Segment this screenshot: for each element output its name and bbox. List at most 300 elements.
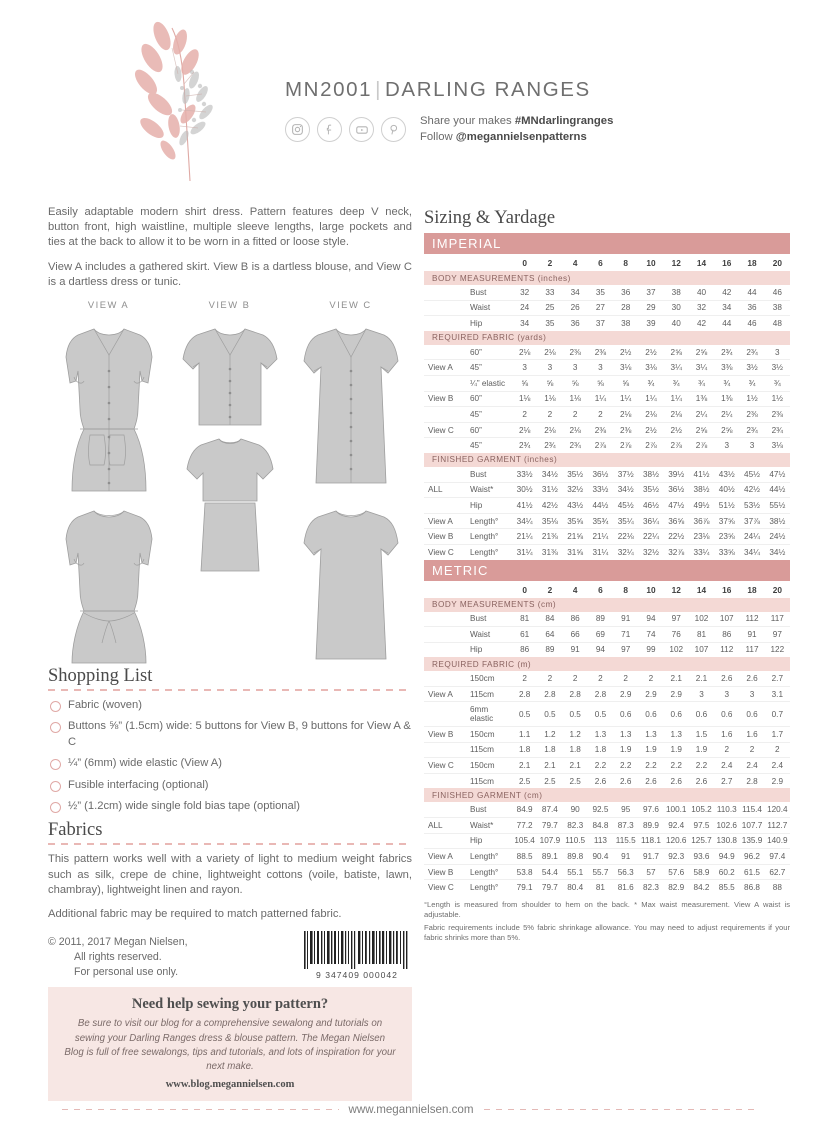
data-cell: 1⅜ xyxy=(714,391,739,407)
sizing-yardage-section xyxy=(424,208,790,946)
data-cell: 43½ xyxy=(563,498,588,514)
row-label: ¼” elastic xyxy=(462,375,512,391)
row-label: 115cm xyxy=(462,686,512,702)
table-row xyxy=(424,612,790,627)
row-group-label xyxy=(424,300,462,316)
view-column-c xyxy=(290,299,411,503)
data-cell: 34½ xyxy=(613,482,638,498)
data-cell: 89 xyxy=(588,612,613,627)
intro-paragraph-1: Easily adaptable modern shirt dress. Pattern features deep V neck, button front, high waistline, multiple sleeve lengths, large pockets and ties at the back to allow it to be worn in a fitted or loose style. xyxy=(48,206,412,249)
row-group-label xyxy=(424,375,462,391)
copyright-barcode-row xyxy=(48,931,412,980)
view-b-back-figure xyxy=(171,501,289,666)
data-cell: 79.7 xyxy=(541,883,558,893)
share-hashtag: #MNdarlingranges xyxy=(514,115,614,127)
row-group-label: View A xyxy=(424,360,462,376)
data-cell: 0.6 xyxy=(739,702,764,727)
intro-paragraph-2: View A includes a gathered skirt. View B is a dartless blouse, and View C is a dartless dress or tunic. xyxy=(48,260,412,288)
data-cell: 92.3 xyxy=(664,849,689,865)
data-cell: 55½ xyxy=(765,498,790,514)
data-cell: 0.6 xyxy=(714,702,739,727)
table-row xyxy=(424,529,790,545)
row-group-label xyxy=(424,627,462,643)
data-cell: 2⅝ xyxy=(689,345,714,360)
view-c-back-column xyxy=(290,501,411,666)
row-label: 150cm xyxy=(462,758,512,774)
data-cell: 53½ xyxy=(739,498,764,514)
view-b-front-figure xyxy=(171,313,289,503)
data-cell: 79.7 xyxy=(537,818,562,834)
view-a-back-figure xyxy=(50,501,168,666)
data-cell: 57 xyxy=(638,864,663,880)
data-cell: 92.4 xyxy=(664,818,689,834)
social-icons xyxy=(285,117,406,142)
data-cell: 2⅞ xyxy=(695,441,708,451)
data-cell: 3 xyxy=(588,360,613,376)
row-group-label xyxy=(424,702,462,727)
data-cell: 2 xyxy=(588,407,613,423)
row-group-label: View A xyxy=(424,513,462,529)
data-cell: 92.5 xyxy=(588,802,613,817)
size-header-cell: 18 xyxy=(747,258,757,268)
help-title: Need help sewing your pattern? xyxy=(131,996,329,1013)
data-cell: 2.6 xyxy=(739,671,764,686)
data-cell: 107 xyxy=(714,612,739,627)
data-cell: 118.1 xyxy=(638,833,663,849)
data-cell: 1.9 xyxy=(613,742,638,758)
data-cell: 35⅝ xyxy=(563,513,588,529)
data-cell: 25 xyxy=(537,300,562,316)
data-cell: 21¼ xyxy=(512,529,537,545)
data-cell: 0.5 xyxy=(512,702,537,727)
data-cell: 91 xyxy=(613,612,638,627)
data-cell: 87.4 xyxy=(537,802,562,817)
data-cell: 91.7 xyxy=(638,849,663,865)
data-cell: 2⅞ xyxy=(594,441,607,451)
facebook-icon[interactable] xyxy=(317,117,342,142)
list-item[interactable]: Fabric (woven) xyxy=(48,698,412,713)
data-cell: 112 xyxy=(739,612,764,627)
data-cell: 33¼ xyxy=(693,547,710,557)
data-cell: 1¼ xyxy=(664,391,689,407)
row-label: Waist xyxy=(462,627,512,643)
data-cell: 3 xyxy=(724,441,730,451)
data-cell: 2.2 xyxy=(689,758,714,774)
data-cell: 2.6 xyxy=(645,776,657,786)
data-cell: 1⅛ xyxy=(563,391,588,407)
data-cell: ⅝ xyxy=(563,375,588,391)
size-header-cell: 6 xyxy=(598,258,603,268)
data-cell: 85.5 xyxy=(718,883,735,893)
data-cell: 2.9 xyxy=(664,686,689,702)
table-row xyxy=(424,833,790,849)
data-cell: 113 xyxy=(588,833,613,849)
shopping-divider xyxy=(48,689,412,691)
data-cell: 32⅞ xyxy=(668,547,685,557)
data-cell: 89.1 xyxy=(537,849,562,865)
data-cell: 53.8 xyxy=(512,864,537,880)
data-cell: 38 xyxy=(621,318,631,328)
data-cell: 55.7 xyxy=(588,864,613,880)
row-label: 45” xyxy=(462,360,512,376)
data-cell: 2⅛ xyxy=(563,422,588,438)
row-group-label xyxy=(424,642,462,657)
data-cell: 2.6 xyxy=(695,776,708,786)
data-cell: 21⅜ xyxy=(537,529,562,545)
data-cell: 35 xyxy=(545,318,555,328)
data-cell: 89 xyxy=(545,645,555,655)
data-cell: 0.6 xyxy=(664,702,689,727)
data-cell: 97 xyxy=(765,627,790,643)
data-cell: 2⅜ xyxy=(765,407,790,423)
row-group-label xyxy=(424,742,462,758)
data-cell: 48 xyxy=(772,318,782,328)
table-row xyxy=(424,686,790,702)
table-row xyxy=(424,742,790,758)
data-cell: ⅝ xyxy=(537,375,562,391)
title-separator: | xyxy=(375,78,383,101)
data-cell: ¾ xyxy=(638,375,663,391)
data-cell: 3½ xyxy=(765,360,790,376)
data-cell: 125.7 xyxy=(689,833,714,849)
data-cell: 1.8 xyxy=(537,742,562,758)
data-cell: 34½ xyxy=(537,467,562,482)
data-cell: 110.3 xyxy=(714,802,739,817)
shopping-list-title: Shopping List xyxy=(48,666,153,687)
data-cell: 96.2 xyxy=(739,849,764,865)
data-cell: 1.8 xyxy=(563,742,588,758)
view-label-a: VIEW A xyxy=(87,299,130,311)
data-cell: 31¼ xyxy=(592,547,609,557)
pattern-code: MN2001 xyxy=(285,78,373,101)
group-header-row xyxy=(424,271,790,285)
row-label: Bust xyxy=(462,802,512,817)
table-row xyxy=(424,849,790,865)
data-cell: 82.3 xyxy=(642,883,659,893)
data-cell: 2.9 xyxy=(613,686,638,702)
botanical-sprig-logo xyxy=(132,18,247,183)
data-cell: 93.6 xyxy=(689,849,714,865)
data-cell: 117 xyxy=(765,612,790,627)
data-cell: 3 xyxy=(512,360,537,376)
data-cell: 36 xyxy=(739,300,764,316)
data-cell: 0.6 xyxy=(689,702,714,727)
data-cell: 31¼ xyxy=(516,547,533,557)
data-cell: 90 xyxy=(563,802,588,817)
data-cell: 34 xyxy=(563,285,588,300)
row-group-label: View C xyxy=(424,422,462,438)
data-cell: 2.7 xyxy=(765,671,790,686)
data-cell: 2⅞ xyxy=(645,441,657,451)
data-cell: 2.4 xyxy=(714,758,739,774)
group-header-row xyxy=(424,331,790,345)
view-column-b xyxy=(169,299,290,503)
data-cell: 2.1 xyxy=(664,671,689,686)
group-label: BODY MEASUREMENTS (inches) xyxy=(424,271,790,285)
table-row xyxy=(424,702,790,727)
row-group-label xyxy=(424,833,462,849)
data-cell: 61.5 xyxy=(739,864,764,880)
data-cell: 40 xyxy=(671,318,681,328)
data-cell: 42½ xyxy=(739,482,764,498)
data-cell: 32½ xyxy=(642,547,659,557)
data-cell: 35 xyxy=(588,285,613,300)
row-label: 115cm xyxy=(470,776,494,786)
size-header-cell: 8 xyxy=(623,258,628,268)
data-cell: 1⅜ xyxy=(689,391,714,407)
data-cell: 22¼ xyxy=(638,529,663,545)
data-cell: 33⅝ xyxy=(718,547,735,557)
follow-handle: @megannielsenpatterns xyxy=(455,130,587,143)
data-cell: 24 xyxy=(512,300,537,316)
group-header-row xyxy=(424,453,790,467)
data-cell: 115.4 xyxy=(739,802,764,817)
view-illustrations xyxy=(48,299,412,503)
row-label: Length° xyxy=(462,849,512,865)
data-cell: 120.4 xyxy=(765,802,790,817)
row-label: Waist* xyxy=(462,482,512,498)
data-cell: 2⅝ xyxy=(714,422,739,438)
group-label: REQUIRED FABRIC (yards) xyxy=(424,331,790,345)
data-cell: 3 xyxy=(749,441,755,451)
size-header-cell: 12 xyxy=(671,584,681,595)
data-cell: 31⅜ xyxy=(541,547,558,557)
data-cell: 2.6 xyxy=(714,671,739,686)
fabrics-paragraph-2: Additional fabric may be required to match patterned fabric. xyxy=(48,908,342,921)
data-cell: 31⅝ xyxy=(567,547,584,557)
view-column-a xyxy=(48,299,169,503)
header-text-block xyxy=(285,78,613,145)
size-header-cell: 12 xyxy=(671,258,681,268)
data-cell: 77.2 xyxy=(512,818,537,834)
data-cell: 32 xyxy=(689,300,714,316)
data-cell: 88 xyxy=(772,883,782,893)
data-cell: 79.1 xyxy=(516,883,533,893)
data-cell: 1.2 xyxy=(537,727,562,743)
size-header-cell: 14 xyxy=(696,258,707,268)
row-label: Length° xyxy=(462,513,512,529)
size-header-cell: 0 xyxy=(522,584,527,595)
data-cell: 91 xyxy=(613,849,638,865)
instagram-icon[interactable] xyxy=(285,117,310,142)
row-label: 150cm xyxy=(462,671,512,686)
size-header-cell: 14 xyxy=(696,584,707,595)
size-header-cell: 4 xyxy=(572,258,578,268)
footer-url[interactable]: www.megannielsen.com xyxy=(348,1103,474,1116)
list-item[interactable]: ¼” (6mm) wide elastic (View A) xyxy=(48,756,412,771)
help-box xyxy=(48,987,412,1101)
data-cell: 95 xyxy=(613,802,638,817)
data-cell: ¾ xyxy=(664,375,689,391)
data-cell: 3⅛ xyxy=(613,360,638,376)
data-cell: 1¼ xyxy=(613,391,638,407)
row-group-label: View C xyxy=(428,547,454,557)
data-cell: 2.7 xyxy=(721,776,733,786)
group-label: FINISHED GARMENT (cm) xyxy=(424,788,790,802)
data-cell: 86.8 xyxy=(744,883,760,893)
data-cell: 3 xyxy=(714,686,739,702)
copyright-line-2: All rights reserved. xyxy=(74,951,162,964)
data-cell: 23⅝ xyxy=(714,529,739,545)
data-cell: 2.5 xyxy=(518,776,531,786)
pattern-name: DARLING RANGES xyxy=(385,78,591,101)
help-url[interactable]: www.blog.megannielsen.com xyxy=(165,1078,295,1090)
data-cell: 117 xyxy=(745,645,759,655)
data-cell: 3⅜ xyxy=(714,360,739,376)
copyright-line-1: © 2011, 2017 Megan Nielsen, xyxy=(48,936,188,949)
data-cell: 46 xyxy=(747,318,757,328)
data-cell: 2⅜ xyxy=(739,407,764,423)
data-cell: 1.9 xyxy=(664,742,689,758)
table-row xyxy=(424,345,790,360)
data-cell: 2 xyxy=(739,742,764,758)
row-label: Waist xyxy=(462,300,512,316)
share-line: Share your makes #MNdarlingranges xyxy=(420,115,614,127)
table-row xyxy=(424,627,790,643)
data-cell: 37⅝ xyxy=(714,513,739,529)
footnote-1: °Length is measured from shoulder to hem on the back. * Max waist measurement. View A waist is adjustable. xyxy=(424,900,790,920)
data-cell: 41½ xyxy=(512,498,537,514)
data-cell: ⅝ xyxy=(588,375,613,391)
data-cell: 112.7 xyxy=(765,818,790,834)
social-message xyxy=(420,114,613,145)
row-label: Hip xyxy=(462,833,512,849)
data-cell: 3 xyxy=(689,686,714,702)
size-header-cell: 8 xyxy=(623,584,628,595)
unit-label: METRIC xyxy=(424,560,790,581)
data-cell: 2⅞ xyxy=(620,441,632,451)
data-cell: 2 xyxy=(765,742,790,758)
page-footer xyxy=(0,1103,822,1116)
data-cell: 34¼ xyxy=(744,547,760,557)
youtube-icon[interactable] xyxy=(349,117,374,142)
data-cell: 34 xyxy=(714,300,739,316)
row-label: 45” xyxy=(462,407,512,423)
data-cell: 37 xyxy=(595,318,605,328)
intro-text xyxy=(48,205,412,290)
data-cell: 94.9 xyxy=(714,849,739,865)
size-header-cell: 10 xyxy=(646,584,656,595)
table-row xyxy=(424,864,790,880)
data-cell: 2 xyxy=(512,671,537,686)
data-cell: 21⅝ xyxy=(563,529,588,545)
size-header-cell: 20 xyxy=(772,258,782,268)
data-cell: 2⅛ xyxy=(638,407,663,423)
data-cell: 3 xyxy=(563,360,588,376)
data-cell: 2.1 xyxy=(563,758,588,774)
page-header xyxy=(0,0,822,190)
data-cell: 140.9 xyxy=(765,833,790,849)
fabrics-title: Fabrics xyxy=(48,820,103,841)
pinterest-icon[interactable] xyxy=(381,117,406,142)
data-cell: 37 xyxy=(638,285,663,300)
data-cell: 2.5 xyxy=(569,776,581,786)
data-cell: 2.6 xyxy=(620,776,632,786)
page-title xyxy=(285,78,613,102)
data-cell: 84.2 xyxy=(693,883,710,893)
data-cell: 2½ xyxy=(613,345,638,360)
data-cell: 0.5 xyxy=(588,702,613,727)
data-cell: 36⅝ xyxy=(664,513,689,529)
unit-header-imperial xyxy=(424,233,790,254)
data-cell: 89.9 xyxy=(638,818,663,834)
list-item[interactable]: Fusible interfacing (optional) xyxy=(48,778,412,793)
data-cell: 97.4 xyxy=(765,849,790,865)
data-cell: 66 xyxy=(563,627,588,643)
data-cell: 81.6 xyxy=(617,883,634,893)
list-item[interactable]: Buttons ⅝” (1.5cm) wide: 5 buttons for View B, 9 buttons for View A & C xyxy=(48,719,412,750)
data-cell: 91 xyxy=(570,645,580,655)
data-cell: 0.5 xyxy=(563,702,588,727)
row-group-label xyxy=(424,438,462,453)
data-cell: 89.8 xyxy=(563,849,588,865)
data-cell: 2⅜ xyxy=(588,345,613,360)
footnote-2: Fabric requirements include 5% fabric shrinkage allowance. You may need to adjust requirements if your fabric shrinks more than 5%. xyxy=(424,922,790,943)
data-cell: 44½ xyxy=(588,498,613,514)
social-row xyxy=(285,114,613,145)
size-header-row xyxy=(424,581,790,598)
data-cell: 135.9 xyxy=(739,833,764,849)
size-header-cell: 4 xyxy=(572,584,578,595)
data-cell: 43½ xyxy=(714,467,739,482)
view-label-c: VIEW C xyxy=(329,299,372,311)
left-column xyxy=(48,205,412,1101)
data-cell: 120.6 xyxy=(664,833,689,849)
row-group-label: View B xyxy=(424,391,462,407)
row-group-label xyxy=(424,802,462,817)
list-item[interactable]: ½” (1.2cm) wide single fold bias tape (optional) xyxy=(48,799,412,814)
data-cell: 42 xyxy=(714,285,739,300)
row-label: 60” xyxy=(462,422,512,438)
table-row xyxy=(424,300,790,316)
sizing-footnotes xyxy=(424,900,790,944)
data-cell: 42 xyxy=(696,318,707,328)
row-group-label: View A xyxy=(424,849,462,865)
data-cell: 1.3 xyxy=(588,727,613,743)
data-cell: 29 xyxy=(638,300,663,316)
row-label: 60” xyxy=(462,391,512,407)
data-cell: 2 xyxy=(563,407,588,423)
data-cell: 74 xyxy=(638,627,663,643)
data-cell: 36½ xyxy=(664,482,689,498)
row-group-label xyxy=(424,498,462,514)
data-cell: 2½ xyxy=(664,422,689,438)
data-cell: 26 xyxy=(563,300,588,316)
data-cell: 1¼ xyxy=(588,391,613,407)
data-cell: 27 xyxy=(588,300,613,316)
row-group-label xyxy=(424,671,462,686)
row-label: Length° xyxy=(462,864,512,880)
data-cell: 23⅛ xyxy=(689,529,714,545)
copyright-block xyxy=(48,935,188,980)
sizing-title: Sizing & Yardage xyxy=(424,208,556,228)
data-cell: 1½ xyxy=(765,391,790,407)
data-cell: 2⅛ xyxy=(537,345,562,360)
data-cell: 0.5 xyxy=(537,702,562,727)
data-cell: 1.3 xyxy=(664,727,689,743)
data-cell: 2 xyxy=(563,671,588,686)
data-cell: 38½ xyxy=(689,482,714,498)
data-cell: 0.6 xyxy=(638,702,663,727)
data-cell: 97.6 xyxy=(638,802,663,817)
data-cell: 2½ xyxy=(638,422,663,438)
data-cell: 33 xyxy=(537,285,562,300)
data-cell: ¾ xyxy=(765,375,790,391)
data-cell: 49½ xyxy=(689,498,714,514)
data-cell: 102.6 xyxy=(714,818,739,834)
data-cell: 3¼ xyxy=(689,360,714,376)
barcode-block xyxy=(302,931,412,980)
